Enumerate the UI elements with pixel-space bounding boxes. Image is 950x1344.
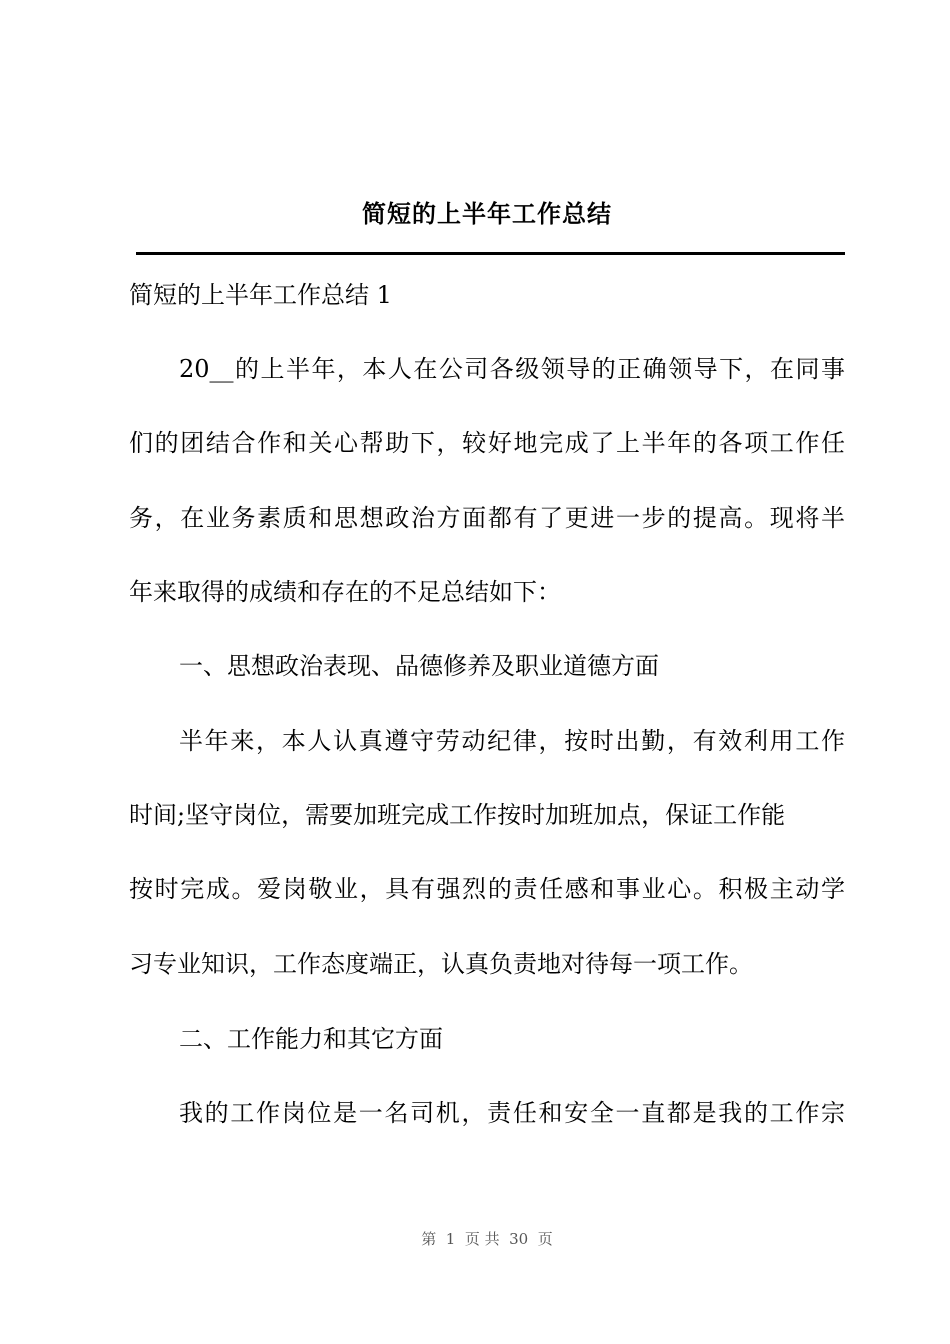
paragraph-line: 半年来，本人认真遵守劳动纪律，按时出勤，有效利用工作 [179,727,845,755]
paragraph-line: 们的团结合作和关心帮助下，较好地完成了上半年的各项工作任 [129,429,845,457]
paragraph-line: 务，在业务素质和思想政治方面都有了更进一步的提高。现将半 [129,504,845,532]
subheading: 二、工作能力和其它方面 [179,1025,443,1053]
paragraph-line: 20__的上半年，本人在公司各级领导的正确领导下，在同事 [179,355,845,383]
document-title: 简短的上半年工作总结 [362,199,612,228]
page-number-footer: 第 1 页 共 30 页 [421,1230,553,1248]
paragraph-line: 按时完成。爱岗敬业，具有强烈的责任感和事业心。积极主动学 [129,875,845,903]
paragraph-line: 习专业知识，工作态度端正，认真负责地对待每一项工作。 [129,950,753,978]
paragraph-line: 我的工作岗位是一名司机，责任和安全一直都是我的工作宗 [179,1099,845,1127]
paragraph-line: 时间;坚守岗位，需要加班完成工作按时加班加点，保证工作能 [129,801,786,829]
section-heading: 简短的上半年工作总结 1 [129,281,392,309]
title-underline [136,252,845,255]
paragraph-line: 年来取得的成绩和存在的不足总结如下： [129,578,561,606]
subheading: 一、思想政治表现、品德修养及职业道德方面 [179,652,659,680]
